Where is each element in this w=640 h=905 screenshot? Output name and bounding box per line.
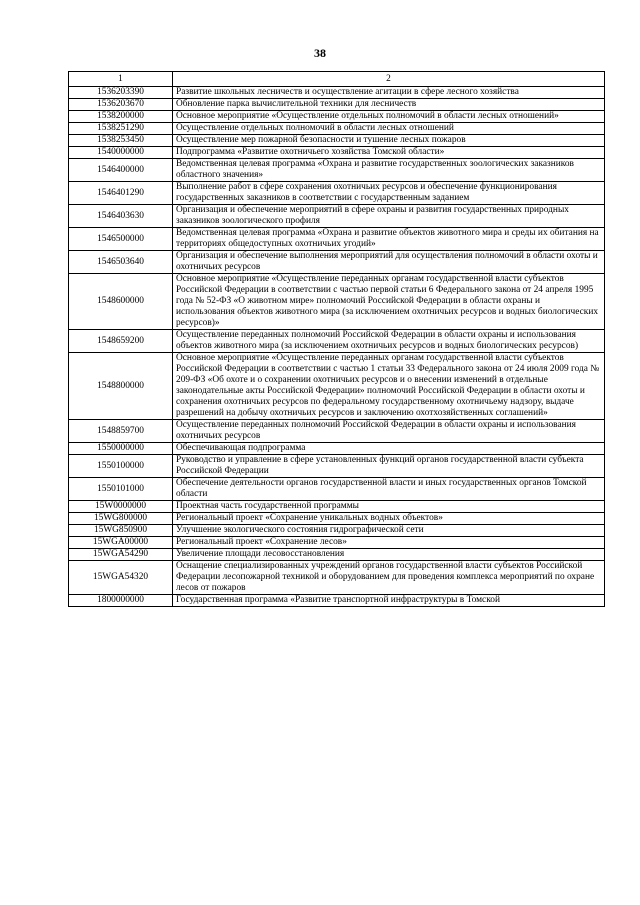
row-code: 1550101000	[69, 478, 173, 501]
table-row	[69, 561, 605, 595]
row-code: 15WGA54290	[69, 549, 173, 561]
row-name: Выполнение работ в сфере сохранения охотничьих ресурсов и обеспечение функционирования государственных заказников в соответствии с государственным заданием	[173, 182, 605, 205]
row-name: Основное мероприятие «Осуществление переданных органам государственной власти субъектов Российской Федерации в соответствии с частью 1 статьи 33 Федерального закона от 24 июля 2009 года № 209-ФЗ «Об охоте и о сохранении охотничьих ресурсов и о внесении изменений в отдельные законодательные акты Российской Федерации» полномочий Российской Федерации в области охоты и сохранения охотничьих ресурсов по федеральному государственному охотничьему надзору, выдаче разрешений на добычу охотничьих ресурсов и заключению охотхозяйственных соглашений»	[173, 353, 605, 420]
row-name: Оснащение специализированных учреждений органов государственной власти субъектов Российской Федерации лесопожарной техникой и оборудованием для проведения комплекса мероприятий по охране лесов от пожаров	[173, 561, 605, 595]
row-name: Ведомственная целевая программа «Охрана и развитие государственных зоологических заказников областного значения»	[173, 159, 605, 182]
row-code: 15WGA54320	[69, 561, 173, 595]
table-row	[69, 205, 605, 228]
row-code: 1546400000	[69, 159, 173, 182]
row-code: 1546401290	[69, 182, 173, 205]
row-code: 15WG800000	[69, 513, 173, 525]
page-number: 38	[314, 46, 326, 60]
row-name: Государственная программа «Развитие транспортной инфраструктуры в Томской	[173, 595, 605, 607]
row-name: Осуществление переданных полномочий Российской Федерации в области охраны и использования объектов животного мира (за исключением охотничьих ресурсов и водных биологических ресурсов)	[173, 330, 605, 353]
row-code: 15WG850900	[69, 525, 173, 537]
row-code: 1550100000	[69, 455, 173, 478]
row-code: 15W0000000	[69, 501, 173, 513]
table-row	[69, 135, 605, 147]
column-header-name: 2	[173, 72, 605, 87]
row-name: Организация и обеспечение мероприятий в сфере охраны и развития государственных природных заказников зоологического профиля	[173, 205, 605, 228]
row-name: Основное мероприятие «Осуществление отдельных полномочий в области лесных отношений»	[173, 111, 605, 123]
table-row	[69, 87, 605, 99]
row-code: 1538251290	[69, 123, 173, 135]
row-code: 1538253450	[69, 135, 173, 147]
table-row	[69, 111, 605, 123]
table-row	[69, 330, 605, 353]
row-name: Ведомственная целевая программа «Охрана и развитие объектов животного мира и среды их обитания на территориях общедоступных охотничьих угодий»	[173, 228, 605, 251]
table-row	[69, 251, 605, 274]
table-row	[69, 159, 605, 182]
row-code: 1548600000	[69, 274, 173, 330]
row-code: 1548659200	[69, 330, 173, 353]
table-row	[69, 549, 605, 561]
row-code: 1548800000	[69, 353, 173, 420]
table-row	[69, 443, 605, 455]
table-row	[69, 537, 605, 549]
row-name: Осуществление переданных полномочий Российской Федерации в области охраны и использования охотничьих ресурсов	[173, 420, 605, 443]
row-name: Осуществление отдельных полномочий в области лесных отношений	[173, 123, 605, 135]
row-name: Обеспечивающая подпрограмма	[173, 443, 605, 455]
row-name: Региональный проект «Сохранение уникальных водных объектов»	[173, 513, 605, 525]
row-name: Обеспечение деятельности органов государственной власти и иных государственных органов Томской области	[173, 478, 605, 501]
row-name: Руководство и управление в сфере установленных функций органов государственной власти субъекта Российской Федерации	[173, 455, 605, 478]
table-row	[69, 525, 605, 537]
table-row	[69, 595, 605, 607]
table-row	[69, 274, 605, 330]
row-code: 1536203670	[69, 99, 173, 111]
row-code: 1546500000	[69, 228, 173, 251]
table-row	[69, 353, 605, 420]
table-row	[69, 501, 605, 513]
row-code: 1546503640	[69, 251, 173, 274]
table-header-row	[69, 72, 605, 87]
row-code: 1540000000	[69, 147, 173, 159]
table-row	[69, 123, 605, 135]
row-code: 1548859700	[69, 420, 173, 443]
table-row	[69, 99, 605, 111]
table-row	[69, 513, 605, 525]
row-name: Организация и обеспечение выполнения мероприятий для осуществления полномочий в области охоты и охотничьих ресурсов	[173, 251, 605, 274]
row-code: 1546403630	[69, 205, 173, 228]
table-row	[69, 147, 605, 159]
row-code: 1536203390	[69, 87, 173, 99]
table-row	[69, 182, 605, 205]
table-row	[69, 478, 605, 501]
row-name: Основное мероприятие «Осуществление переданных органам государственной власти субъектов Российской Федерации в соответствии с частью первой статьи 6 Федерального закона от 24 апреля 1995 года № 52-ФЗ «О животном мире» полномочий Российской Федерации в области охраны и использования объектов животного мира (за исключением охотничьих ресурсов и водных биологических ресурсов)»	[173, 274, 605, 330]
table-row	[69, 455, 605, 478]
row-name: Проектная часть государственной программы	[173, 501, 605, 513]
row-code: 1538200000	[69, 111, 173, 123]
table-row	[69, 228, 605, 251]
row-code: 15WGA00000	[69, 537, 173, 549]
row-name: Обновление парка вычислительной техники для лесничеств	[173, 99, 605, 111]
row-code: 1550000000	[69, 443, 173, 455]
row-name: Подпрограмма «Развитие охотничьего хозяйства Томской области»	[173, 147, 605, 159]
row-code: 1800000000	[69, 595, 173, 607]
column-header-code: 1	[69, 72, 173, 87]
row-name: Региональный проект «Сохранение лесов»	[173, 537, 605, 549]
table-row	[69, 420, 605, 443]
row-name: Развитие школьных лесничеств и осуществление агитации в сфере лесного хозяйства	[173, 87, 605, 99]
row-name: Увеличение площади лесовосстановления	[173, 549, 605, 561]
budget-classification-table	[68, 71, 605, 607]
row-name: Улучшение экологического состояния гидрографической сети	[173, 525, 605, 537]
row-name: Осуществление мер пожарной безопасности и тушение лесных пожаров	[173, 135, 605, 147]
